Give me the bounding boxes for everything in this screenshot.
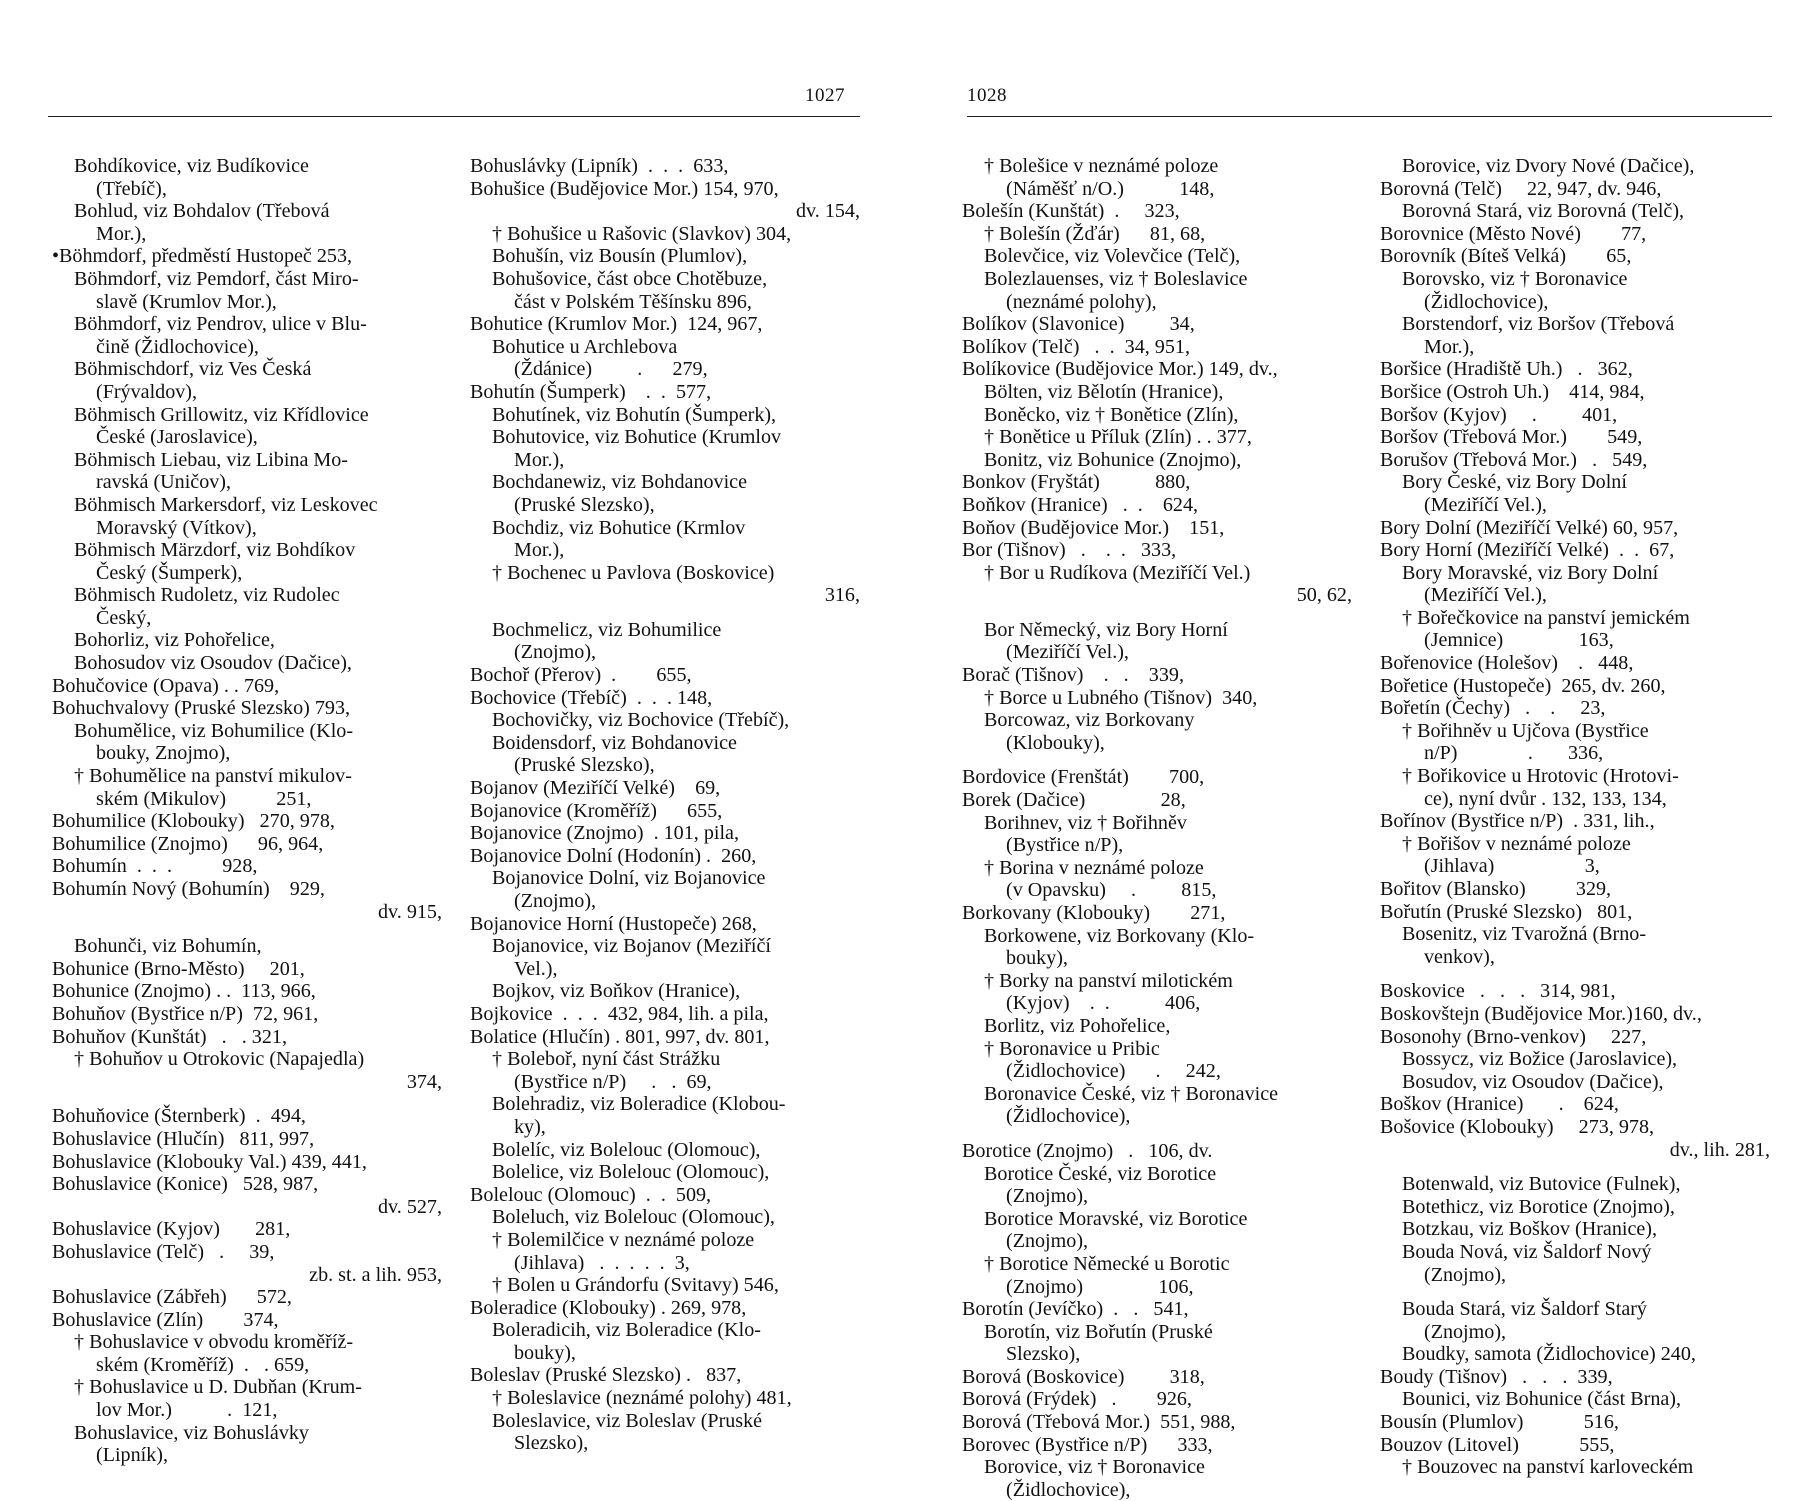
index-line: Borotice České, viz Borotice [984,1162,1217,1185]
index-line: Mor.), [1424,335,1475,358]
index-line: (neznámé polohy), [1006,290,1157,313]
index-line: Boleslavice, viz Boleslav (Pruské [492,1409,763,1432]
index-line: Borová (Boskovice) 318, [962,1365,1205,1388]
index-line: Borkowene, viz Borkovany (Klo- [984,924,1255,947]
index-line: ky), [514,1115,546,1138]
index-line: Borovsko, viz † Boronavice [1402,267,1628,290]
index-line: Bordovice (Frenštát) 700, [962,766,1205,789]
index-line: † Bouzovec na panství karloveckém [1402,1456,1694,1479]
index-line: Bořetice (Hustopeče) 265, dv. 260, [1380,674,1666,697]
index-line: Bolíkov (Telč) . . 34, 951, [962,335,1190,358]
index-line: venkov), [1424,945,1495,968]
index-line: † Borky na panství milotickém [984,969,1233,992]
index-line: Bosudov, viz Osoudov (Dačice), [1402,1070,1664,1093]
index-line: Boskovice . . . 314, 981, [1380,980,1616,1003]
index-line: Bolevčice, viz Volevčice (Telč), [984,245,1241,268]
index-line: Boudky, samota (Židlochovice) 240, [1402,1343,1696,1366]
index-line: Böhmdorf, viz Pendrov, ulice v Blu- [74,313,367,336]
index-line: Bohumělice, viz Bohumilice (Klo- [74,719,354,742]
index-line: Bolelíc, viz Bolelouc (Olomouc), [492,1138,761,1161]
spacer [470,607,860,619]
index-line: (Frývaldov), [96,380,198,403]
index-line: 50, 62, [1296,584,1352,607]
page-number-left: 1027 [805,85,845,106]
index-line: Bolíkovice (Budějovice Mor.) 149, dv., [962,358,1278,381]
index-line: † Borce u Lubného (Tišnov) 340, [984,686,1258,709]
index-line: (Židlochovice), [1006,1105,1131,1128]
index-line: (Třebíč), [96,177,167,200]
index-column-3 [962,155,1352,1501]
index-line: dv., lih. 281, [1669,1138,1770,1161]
index-line: Bojanovice, viz Bojanov (Meziříčí [492,935,771,958]
index-line: Boškov (Hranice) . 624, [1380,1093,1619,1116]
index-line: † Bolemilčice v neznámé poloze [492,1228,755,1251]
index-line: Vel.), [514,957,558,980]
index-line: Bory Moravské, viz Bory Dolní [1402,561,1659,584]
index-line: Bohunči, viz Bohumín, [74,935,262,958]
index-line: Bolezlauenses, viz † Boleslavice [984,267,1248,290]
index-line: bouky), [1006,947,1068,970]
index-line: (Znojmo), [514,890,597,912]
index-line: Bohorliz, viz Pohořelice, [74,629,275,652]
index-line: Bohuňovice (Šternberk) . 494, [52,1105,306,1128]
index-line: Borovnice (Město Nové) 77, [1380,222,1647,245]
index-line: Boňkov (Hranice) . . 624, [962,493,1199,516]
index-line: † Bořikovice u Hrotovic (Hrotovi- [1402,765,1679,788]
index-line: dv. 915, [378,900,442,923]
index-line: Mor.), [514,539,565,562]
index-line: † Bohuslavice v obvodu kroměříž- [74,1331,354,1354]
index-line: Bohuslavice (Hlučín) 811, 997, [52,1127,315,1150]
index-line: Bolelouc (Olomouc) . . 509, [470,1183,712,1206]
index-line: Bohuslavice, viz Bohuslávky [74,1421,309,1444]
index-line: Bořetín (Čechy) . . 23, [1380,697,1606,720]
index-line: lov Mor.) . 121, [96,1399,278,1422]
index-line: Boskovštejn (Budějovice Mor.)160, dv., [1380,1002,1702,1025]
index-line: (Znojmo), [1424,1263,1507,1286]
index-line: Bohumín . . . 928, [52,855,258,878]
index-line: bouky, Znojmo), [96,742,231,765]
index-line: Bochdiz, viz Bohutice (Krmlov [492,516,746,539]
index-line: Bosonohy (Brno-venkov) 227, [1380,1025,1647,1048]
index-line: Slezsko), [514,1432,589,1455]
index-line: Bojkov, viz Boňkov (Hranice), [492,980,741,1003]
index-line: Boršov (Třebová Mor.) 549, [1380,426,1643,449]
index-line: Bohuslavice (Konice) 528, 987, [52,1173,319,1196]
index-line: Bohuslavice (Kyjov) 281, [52,1218,291,1241]
spacer [52,1093,442,1105]
spacer [962,607,1352,619]
index-line: Bolatice (Hlučín) . 801, 997, dv. 801, [470,1025,770,1048]
index-line: Bohumilice (Klobouky) 270, 978, [52,810,335,833]
index-line: † Bolešice v neznámé poloze [984,155,1219,177]
index-line: Bochmelicz, viz Bohumilice [492,618,722,641]
spacer [962,1128,1352,1140]
index-line: † Boronavice u Pribic [984,1037,1160,1060]
index-line: (Znojmo), [1006,1185,1089,1208]
index-line: † Bolešín (Žďár) 81, 68, [984,222,1206,245]
index-line: † Boleslavice (neznámé polohy) 481, [492,1387,792,1410]
index-line: Bolešín (Kunštát) . 323, [962,200,1180,223]
index-line: † Bohuslavice u D. Dubňan (Krum- [74,1376,362,1399]
index-line: Boleslav (Pruské Slezsko) . 837, [470,1364,742,1387]
index-line: Borač (Tišnov) . . 339, [962,664,1184,687]
index-line: Bonitz, viz Bohunice (Znojmo), [984,448,1242,471]
index-line: Borotín (Jevíčko) . . 541, [962,1298,1189,1321]
index-line: Slezsko), [1006,1343,1081,1366]
index-line: Bojanovice (Kroměříž) 655, [470,799,723,822]
index-line: (Pruské Slezsko), [514,754,655,777]
index-line: (Židlochovice), [1424,290,1549,313]
index-line: † Bor u Rudíkova (Meziříčí Vel.) [984,561,1251,584]
index-line: Bohlud, viz Bohdalov (Třebová [74,200,330,223]
index-line: Bohušín, viz Bousín (Plumlov), [492,245,748,268]
index-line: •Böhmdorf, předměstí Hustopeč 253, [52,245,353,268]
index-line: (Meziříčí Vel.), [1424,584,1547,607]
index-line: Bořutín (Pruské Slezsko) 801, [1380,900,1633,923]
index-line: dv. 527, [378,1195,442,1218]
index-line: Bolíkov (Slavonice) 34, [962,313,1195,336]
index-line: Böhmisch Markersdorf, viz Leskovec [74,493,378,516]
index-line: Borovník (Bíteš Velká) 65, [1380,245,1632,268]
index-line: Bošovice (Klobouky) 273, 978, [1380,1115,1655,1138]
index-line: Moravský (Vítkov), [96,516,257,539]
index-line: Bojanovice Dolní, viz Bojanovice [492,867,766,890]
index-line: † Bořečkovice na panství jemickém [1402,606,1690,629]
spacer [1380,1161,1770,1173]
index-line: Boronavice České, viz † Boronavice [984,1082,1279,1105]
index-line: Bohuňov (Bystřice n/P) 72, 961, [52,1002,319,1025]
index-line: (Klobouky), [1006,731,1105,754]
index-line: Bossycz, viz Božice (Jaroslavice), [1402,1048,1678,1071]
index-column-4 [1380,155,1770,1479]
index-line: Borihnev, viz † Bořihněv [984,811,1187,834]
index-line: (v Opavsku) . 815, [1006,879,1217,902]
index-line: Bohuslavice (Zlín) 374, [52,1308,279,1331]
index-line: Český (Šumperk), [96,561,243,584]
index-line: Boleradice (Klobouky) . 269, 978, [470,1296,747,1319]
index-line: Bohunice (Brno-Město) 201, [52,957,305,980]
index-line: Bohuchvalovy (Pruské Slezsko) 793, [52,697,351,720]
index-line: Borek (Dačice) 28, [962,789,1186,812]
index-line: † Bochenec u Pavlova (Boskovice) [492,561,775,584]
index-line: Bojanovice (Znojmo) . 101, pila, [470,822,739,845]
index-line: (Znojmo), [1006,1230,1089,1253]
index-line: (Jihlava) 3, [1424,855,1600,878]
index-line: Bor Německý, viz Bory Horní [984,618,1228,641]
index-line: (Pruské Slezsko), [514,493,655,516]
index-column-1 [52,155,442,1467]
index-line: Boleluch, viz Bolelouc (Olomouc), [492,1206,775,1229]
index-line: † Bohumělice na panství mikulov- [74,765,352,788]
index-line: (Meziříčí Vel.), [1424,493,1547,516]
index-line: Bohumín Nový (Bohumín) 929, [52,878,325,900]
index-line: Bohdíkovice, viz Budíkovice [74,155,309,177]
index-line: Bouzov (Litovel) 555, [1380,1433,1615,1456]
index-line: Borušov (Třebová Mor.) . 549, [1380,448,1648,471]
index-line: Bohuňov (Kunštát) . . 321, [52,1025,287,1048]
index-line: (Meziříčí Vel.), [1006,641,1129,664]
index-line: Bohutovice, viz Bohutice (Krumlov [492,426,782,449]
index-line: ravská (Uničov), [96,471,232,494]
index-line: Bohutice u Archlebova [492,335,678,358]
page-number-right: 1028 [967,85,1007,106]
index-line: Borová (Třebová Mor.) 551, 988, [962,1411,1236,1434]
index-line: Bohuslávky (Lipník) . . . 633, [470,155,729,177]
index-line: Bohučovice (Opava) . . 769, [52,674,280,697]
index-line: Boršice (Hradiště Uh.) . 362, [1380,358,1633,381]
index-line: Botenwald, viz Butovice (Fulnek), [1402,1173,1681,1196]
index-line: Bouda Nová, viz Šaldorf Nový [1402,1240,1652,1263]
index-line: † Bonětice u Příluk (Zlín) . . 377, [984,426,1252,449]
index-line: Borlitz, viz Pohořelice, [984,1014,1171,1037]
header-rule-left [48,116,860,117]
index-line: Bohutice (Krumlov Mor.) 124, 967, [470,313,763,336]
index-line: (Bystřice n/P), [1006,834,1124,857]
index-line: (Kyjov) . . 406, [1006,992,1201,1015]
index-line: Bojanovice Horní (Hustopeče) 268, [470,912,757,935]
index-line: Boleradicih, viz Boleradice (Klo- [492,1319,761,1342]
index-line: Bohuslavice (Klobouky Val.) 439, 441, [52,1150,367,1173]
index-line: Borovice, viz † Boronavice [984,1456,1205,1479]
index-line: Bohumilice (Znojmo) 96, 964, [52,832,324,855]
index-line: Bolelice, viz Bolelouc (Olomouc), [492,1161,770,1184]
index-line: Bohuslavice (Telč) . 39, [52,1240,275,1263]
index-line: Bory České, viz Bory Dolní [1402,471,1627,494]
index-line: Boněcko, viz † Bonětice (Zlín), [984,403,1239,426]
index-line: Boidensdorf, viz Bohdanovice [492,731,737,754]
index-line: (Znojmo), [1424,1320,1507,1343]
spacer [1380,968,1770,980]
index-line: n/P) . 336, [1424,742,1604,765]
index-line: Bohušovice, část obce Chotěbuze, [492,267,768,290]
index-line: Böhmisch Liebau, viz Libina Mo- [74,448,349,471]
index-line: (Ždánice) . 279, [514,358,708,381]
index-line: Bonkov (Fryštát) 880, [962,471,1191,494]
index-line: ském (Mikulov) 251, [96,787,312,810]
index-line: České (Jaroslavice), [96,426,258,449]
index-line: (Znojmo), [514,641,597,664]
index-line: Boňov (Budějovice Mor.) 151, [962,516,1225,539]
index-line: Bor (Tišnov) . . . 333, [962,539,1177,562]
index-line: dv. 154, [796,200,860,223]
index-line: Bory Dolní (Meziříčí Velké) 60, 957, [1380,516,1679,539]
index-line: 374, [406,1070,442,1093]
index-line: Bochoř (Přerov) . 655, [470,664,692,687]
index-line: Bořínov (Bystřice n/P) . 331, lih., [1380,810,1655,833]
spacer [962,754,1352,766]
index-line: Böhmdorf, viz Pemdorf, část Miro- [74,267,359,290]
index-line: Borotín, viz Bořutín (Pruské [984,1320,1213,1343]
index-line: Boudy (Tišnov) . . . 339, [1380,1365,1613,1388]
index-line: (Židlochovice), [1006,1478,1131,1501]
index-line: část v Polském Těšínsku 896, [514,290,752,313]
index-line: Borkovany (Klobouky) 271, [962,902,1226,924]
index-line: Bořitov (Blansko) 329, [1380,878,1612,900]
index-line: Böhmisch Grillowitz, viz Křídlovice [74,403,369,426]
index-line: ském (Kroměříž) . . 659, [96,1353,310,1376]
index-line: (Lipník), [96,1444,168,1467]
index-line: (Jihlava) . . . . . 3, [514,1251,690,1274]
index-line: zb. st. a lih. 953, [309,1263,442,1286]
index-line: Bojanov (Meziříčí Velké) 69, [470,777,721,800]
index-line: Böhmisch Märzdorf, viz Bohdíkov [74,539,356,562]
index-line: Bohunice (Znojmo) . . 113, 966, [52,980,316,1003]
index-line: Bohušice (Budějovice Mor.) 154, 970, [470,177,779,200]
index-line: (Jemnice) 163, [1424,629,1614,652]
index-line: Bořenovice (Holešov) . 448, [1380,652,1634,675]
index-line: (Bystřice n/P) . . 69, [514,1070,712,1093]
index-line: Borcowaz, viz Borkovany [984,709,1195,732]
index-line: Bousín (Plumlov) 516, [1380,1411,1619,1434]
index-line: Borovná Stará, viz Borovná (Telč), [1402,200,1685,223]
index-line: Bochdanewiz, viz Bohdanovice [492,471,747,494]
index-line: Borotice Moravské, viz Borotice [984,1207,1248,1230]
index-line: Bojkovice . . . 432, 984, lih. a pila, [470,1002,769,1025]
index-line: Bory Horní (Meziříčí Velké) . . 67, [1380,539,1675,562]
index-line: Mor.), [514,448,565,471]
index-line: Botzkau, viz Boškov (Hranice), [1402,1218,1658,1241]
header-rule-right [967,116,1772,117]
index-line: bouky), [514,1341,576,1364]
index-line: (Židlochovice) . 242, [1006,1060,1221,1083]
index-line: Botethicz, viz Borotice (Znojmo), [1402,1195,1675,1218]
index-line: 316, [824,584,860,607]
spacer [52,923,442,935]
index-line: Bölten, viz Bělotín (Hranice), [984,380,1224,403]
index-line: † Bolen u Grándorfu (Svitavy) 546, [492,1274,779,1297]
index-line: † Borina v neznámé poloze [984,856,1204,879]
index-line: Bohutín (Šumperk) . . 577, [470,380,712,403]
index-line: Bochovice (Třebíč) . . . 148, [470,686,713,709]
index-line: Borová (Frýdek) . 926, [962,1388,1192,1411]
index-line: † Bohušice u Rašovic (Slavkov) 304, [492,222,792,245]
index-line: † Bořišov v neznámé poloze [1402,832,1631,855]
index-line: Bohosudov viz Osoudov (Dačice), [74,652,352,675]
index-line: Bounici, viz Bohunice (část Brna), [1402,1388,1682,1411]
index-line: Borstendorf, viz Boršov (Třebová [1402,313,1675,336]
index-line: (Náměšť n/O.) 148, [1006,177,1215,200]
index-line: Borovná (Telč) 22, 947, dv. 946, [1380,177,1662,200]
index-line: † Borotice Německé u Borotic [984,1252,1230,1275]
index-line: † Bořihněv u Ujčova (Bystřice [1402,719,1649,742]
index-line: Bolehradiz, viz Boleradice (Klobou- [492,1093,786,1116]
index-line: Bohutínek, viz Bohutín (Šumperk), [492,403,777,426]
index-line: Bochovičky, viz Bochovice (Třebíč), [492,709,790,732]
index-line: Borovec (Bystřice n/P) 333, [962,1433,1213,1456]
index-line: slavě (Krumlov Mor.), [96,290,277,313]
index-line: Borotice (Znojmo) . 106, dv. [962,1139,1213,1162]
index-line: † Bohuňov u Otrokovic (Napajedla) [74,1048,365,1071]
index-line: Böhmisch Rudoletz, viz Rudolec [74,584,340,607]
index-line: čině (Židlochovice), [96,335,259,358]
index-line: Böhmischdorf, viz Ves Česká [74,358,312,381]
index-line: Borovice, viz Dvory Nové (Dačice), [1402,155,1695,177]
index-line: Boršov (Kyjov) . 401, [1380,403,1618,426]
index-column-2 [470,155,860,1455]
index-line: (Znojmo) 106, [1006,1275,1194,1298]
spacer [1380,1286,1770,1298]
index-line: Český, [96,606,152,629]
index-line: ce), nyní dvůr . 132, 133, 134, [1424,787,1667,810]
index-line: Bouda Stará, viz Šaldorf Starý [1402,1298,1647,1321]
index-line: † Boleboř, nyní část Strážku [492,1048,721,1071]
index-line: Boršice (Ostroh Uh.) 414, 984, [1380,380,1645,403]
index-line: Bohuslavice (Zábřeh) 572, [52,1286,292,1309]
index-line: Mor.), [96,222,147,245]
index-line: Bojanovice Dolní (Hodonín) . 260, [470,844,757,867]
index-line: Bosenitz, viz Tvarožná (Brno- [1402,923,1647,946]
